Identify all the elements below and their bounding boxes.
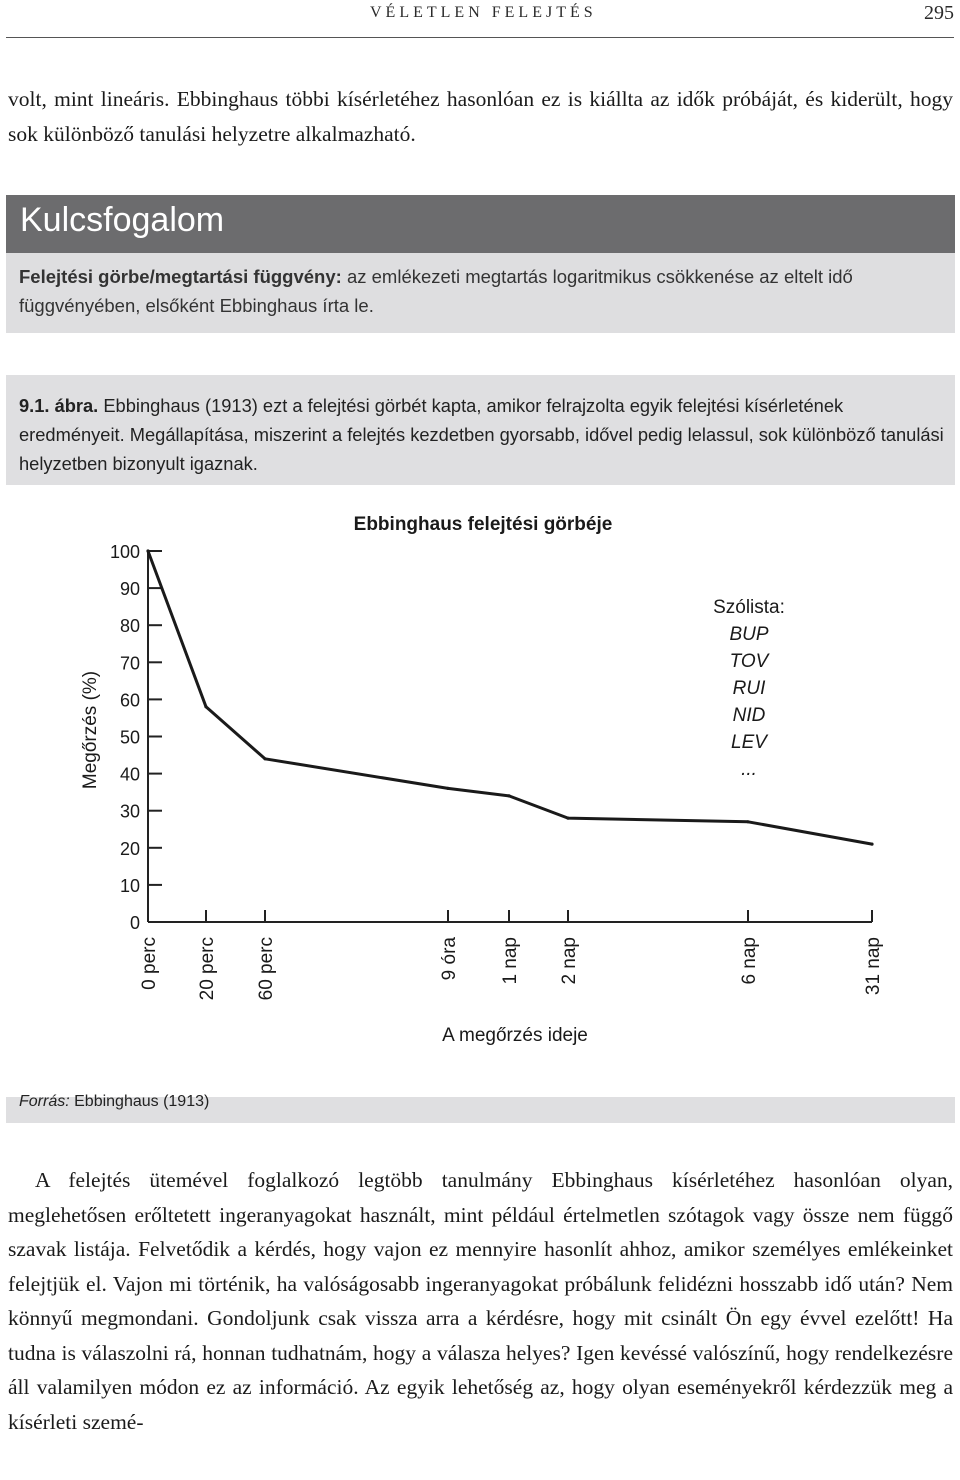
word-list-item: RUI	[732, 678, 766, 699]
x-tick-label: 20 perc	[197, 937, 218, 1001]
y-tick-label: 20	[119, 838, 140, 859]
running-head	[0, 2, 960, 28]
figure-label: 9.1. ábra.	[19, 395, 99, 416]
y-tick-label: 100	[109, 542, 140, 562]
key-concept-term: Felejtési görbe/megtartási függvény:	[19, 266, 342, 287]
data-point	[146, 549, 149, 552]
figure-caption	[19, 391, 944, 478]
chart-area	[6, 485, 955, 1097]
y-tick-label: 50	[119, 727, 140, 748]
figure-caption-text: Ebbinghaus (1913) ezt a felejtési görbét kapta, amikor felrajzolta egyik felejtési kísérletének eredményeit. Megállapítása, miszerint a felejtés kezdetben gyorsabb, idővel pedig lelassul, sok különböző tanulási helyzetben bizonyult igaznak.	[19, 395, 944, 474]
key-concept-box	[6, 195, 955, 333]
chart-title: Ebbinghaus felejtési görbéje	[353, 514, 613, 535]
y-tick-label: 0	[129, 913, 140, 933]
x-tick-label: 60 perc	[256, 937, 277, 1001]
intro-paragraph: volt, mint lineáris. Ebbinghaus többi kísérletéhez hasonlóan ez is kiállta az idők próbáját, és kiderült, hogy sok különböző tanulási helyzetre alkalmazható.	[8, 87, 953, 146]
y-axis-label: Megőrzés (%)	[80, 670, 101, 790]
data-point	[507, 794, 510, 797]
y-tick-label: 80	[119, 616, 140, 637]
x-tick-label: 2 nap	[559, 937, 580, 985]
word-list-item: LEV	[731, 732, 767, 753]
y-tick-label: 90	[119, 579, 140, 600]
y-tick-label: 30	[119, 801, 140, 822]
page-number: 295	[924, 2, 954, 24]
x-tick-label: 0 perc	[139, 937, 160, 990]
source-label: Forrás:	[19, 1093, 70, 1110]
body-paragraph: A felejtés ütemével foglalkozó legtöbb tanulmány Ebbinghaus kísérletéhez hasonlóan olyan, meglehetősen erőltetett ingeranyagokat használt, mint például értelmetlen szótagok vagy össze nem függő szavak listája. Felvetődik a kérdés, hogy vajon ez mennyire hasonlít ahhoz, amikor személyes emlékeinket felejtjük el. Vajon mi történik, ha valóságosabb ingeranyagokat próbálunk felidézni hosszabb idő után? Nem könnyű megmondani. Gondoljunk csak vissza arra a kérdésre, hogy mit csinált Ön egy évvel ezelőtt! Ha tudna is válaszolni rá, honnan tudhatnám, hogy a válasza helyes? Igen kevéssé valószínű, hogy rendelkezésre áll valamilyen módon ez az információ. Az egyik lehetőség az, hogy olyan eseményekről kérdezzük meg a kísérleti szemé-	[8, 1168, 953, 1434]
word-list-item: NID	[732, 705, 766, 726]
key-concept-definition	[19, 262, 944, 320]
y-tick-label: 40	[119, 764, 140, 785]
data-point	[204, 705, 207, 708]
forgetting-curve-chart	[6, 485, 955, 1097]
x-tick-label: 31 nap	[863, 937, 884, 996]
source-text: Ebbinghaus (1913)	[69, 1093, 210, 1110]
figure-box	[6, 375, 955, 1123]
word-list-item: BUP	[729, 624, 769, 645]
x-tick-label: 6 nap	[739, 937, 760, 985]
x-tick-label: 1 nap	[500, 937, 521, 985]
header-divider	[6, 37, 954, 38]
word-list-item: TOV	[729, 651, 769, 672]
key-concept-text: az emlékezeti megtartás logaritmikus csökkenése az eltelt idő függvényében, elsőként Ebbinghaus írta le.	[19, 266, 853, 316]
key-concept-header	[6, 195, 955, 253]
y-tick-label: 10	[119, 875, 140, 896]
x-axis-label: A megőrzés ideje	[442, 1025, 588, 1046]
data-point	[746, 820, 749, 823]
word-list-item: ...	[741, 759, 757, 780]
y-tick-label: 60	[119, 690, 140, 711]
key-concept-title: Kulcsfogalom	[20, 201, 225, 239]
data-point	[263, 757, 266, 760]
x-tick-label: 9 óra	[439, 937, 460, 981]
figure-source	[19, 1093, 209, 1111]
data-point	[566, 817, 569, 820]
y-tick-label: 70	[119, 653, 140, 674]
word-list-heading: Szólista:	[713, 597, 785, 618]
data-point	[870, 843, 873, 846]
data-point	[446, 787, 449, 790]
running-title: VÉLETLEN FELEJTÉS	[370, 4, 597, 21]
